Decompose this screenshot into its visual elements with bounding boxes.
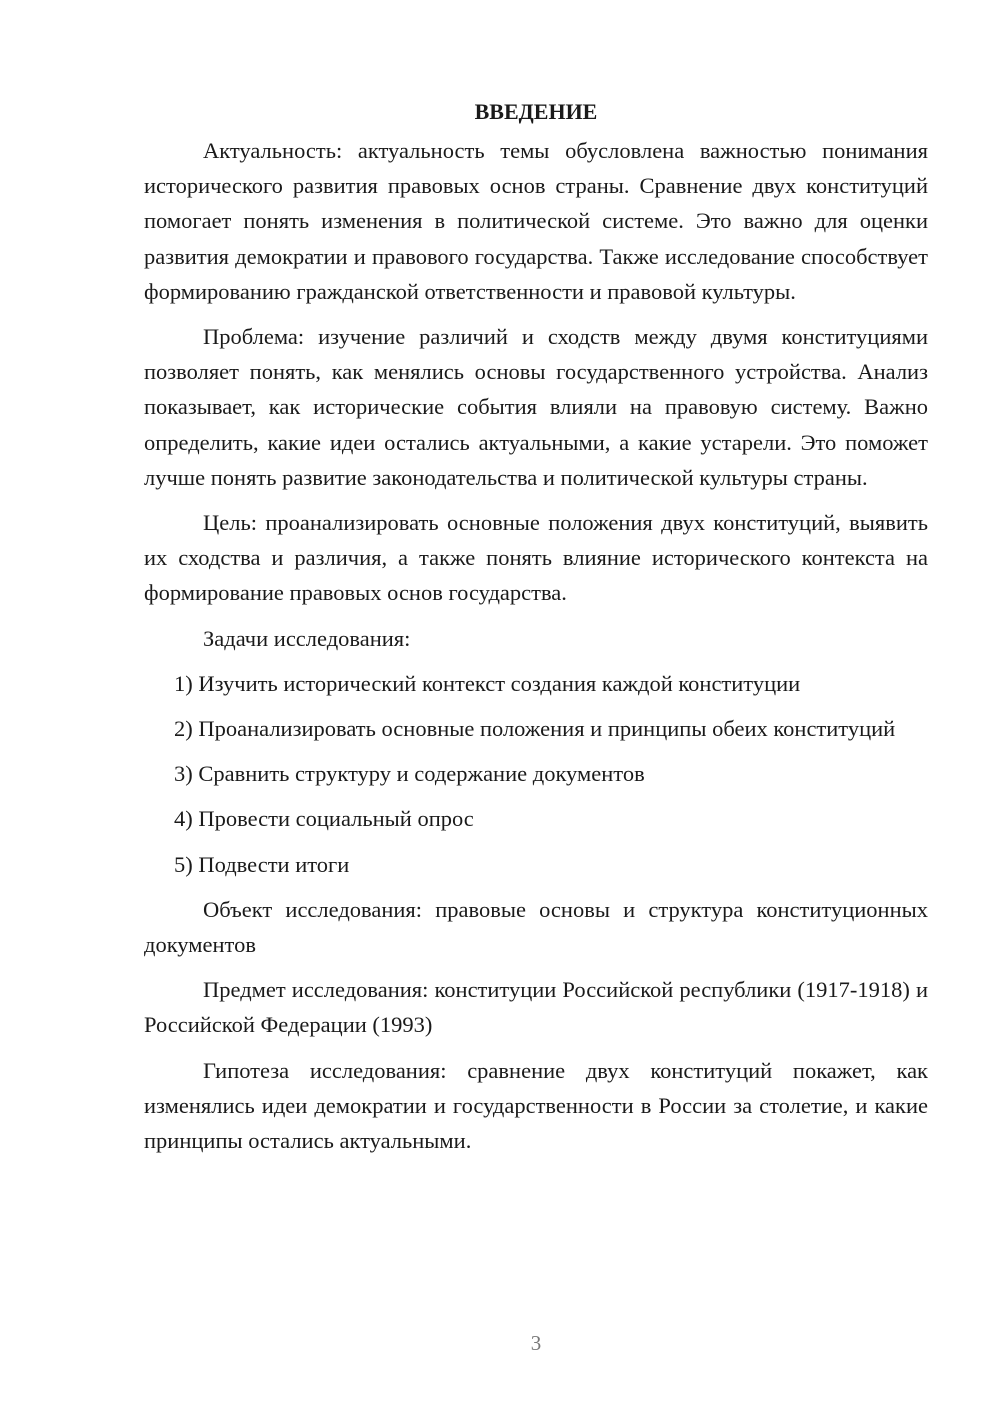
tasks-heading: Задачи исследования: (203, 625, 411, 651)
page-title: ВВЕДЕНИЕ (474, 99, 598, 124)
paragraph-problem: Проблема: изучение различий и сходств между двумя конституциями позволяет понять, как менялись основы государственного устройства. Анализ показывает, как исторические события влияли на правовую систему. Важно определить, какие идеи остались актуальными, а какие устарели. Это поможет лучше понять развитие законодательства и политической культуры страны. (144, 324, 928, 490)
task-item: 1) Изучить исторический контекст создания каждой конституции (174, 670, 801, 696)
task-item: 3) Сравнить структуру и содержание документов (174, 761, 645, 787)
task-item: 4) Провести социальный опрос (174, 806, 474, 832)
paragraph-hypothesis: Гипотеза исследования: сравнение двух конституций покажет, как изменялись идеи демократии и государственности в России за столетие, и какие принципы остались актуальными. (144, 1057, 928, 1154)
paragraph-goal: Цель: проанализировать основные положения двух конституций, выявить их сходства и различия, а также понять влияние исторического контекста на формирование правовых основ государства. (144, 510, 928, 606)
paragraph-subject: Предмет исследования: конституции Российской республики (1917-1918) и Российской Федерации (1993) (144, 977, 928, 1038)
paragraph-object: Объект исследования: правовые основы и структура конституционных документов (144, 896, 928, 958)
page-number: 3 (530, 1331, 542, 1355)
task-item: 5) Подвести итоги (174, 851, 350, 877)
paragraph-relevance: Актуальность: актуальность темы обусловлена важностью понимания исторического развития правовых основ страны. Сравнение двух конституций помогает понять изменения в политической системе. Это важно для оценки развития демократии и правового государства. Также исследование способствует формированию гражданской ответственности и правовой культуры. (144, 138, 928, 304)
page-content (144, 94, 928, 1168)
task-item: 2) Проанализировать основные положения и принципы обеих конституций (174, 716, 896, 742)
